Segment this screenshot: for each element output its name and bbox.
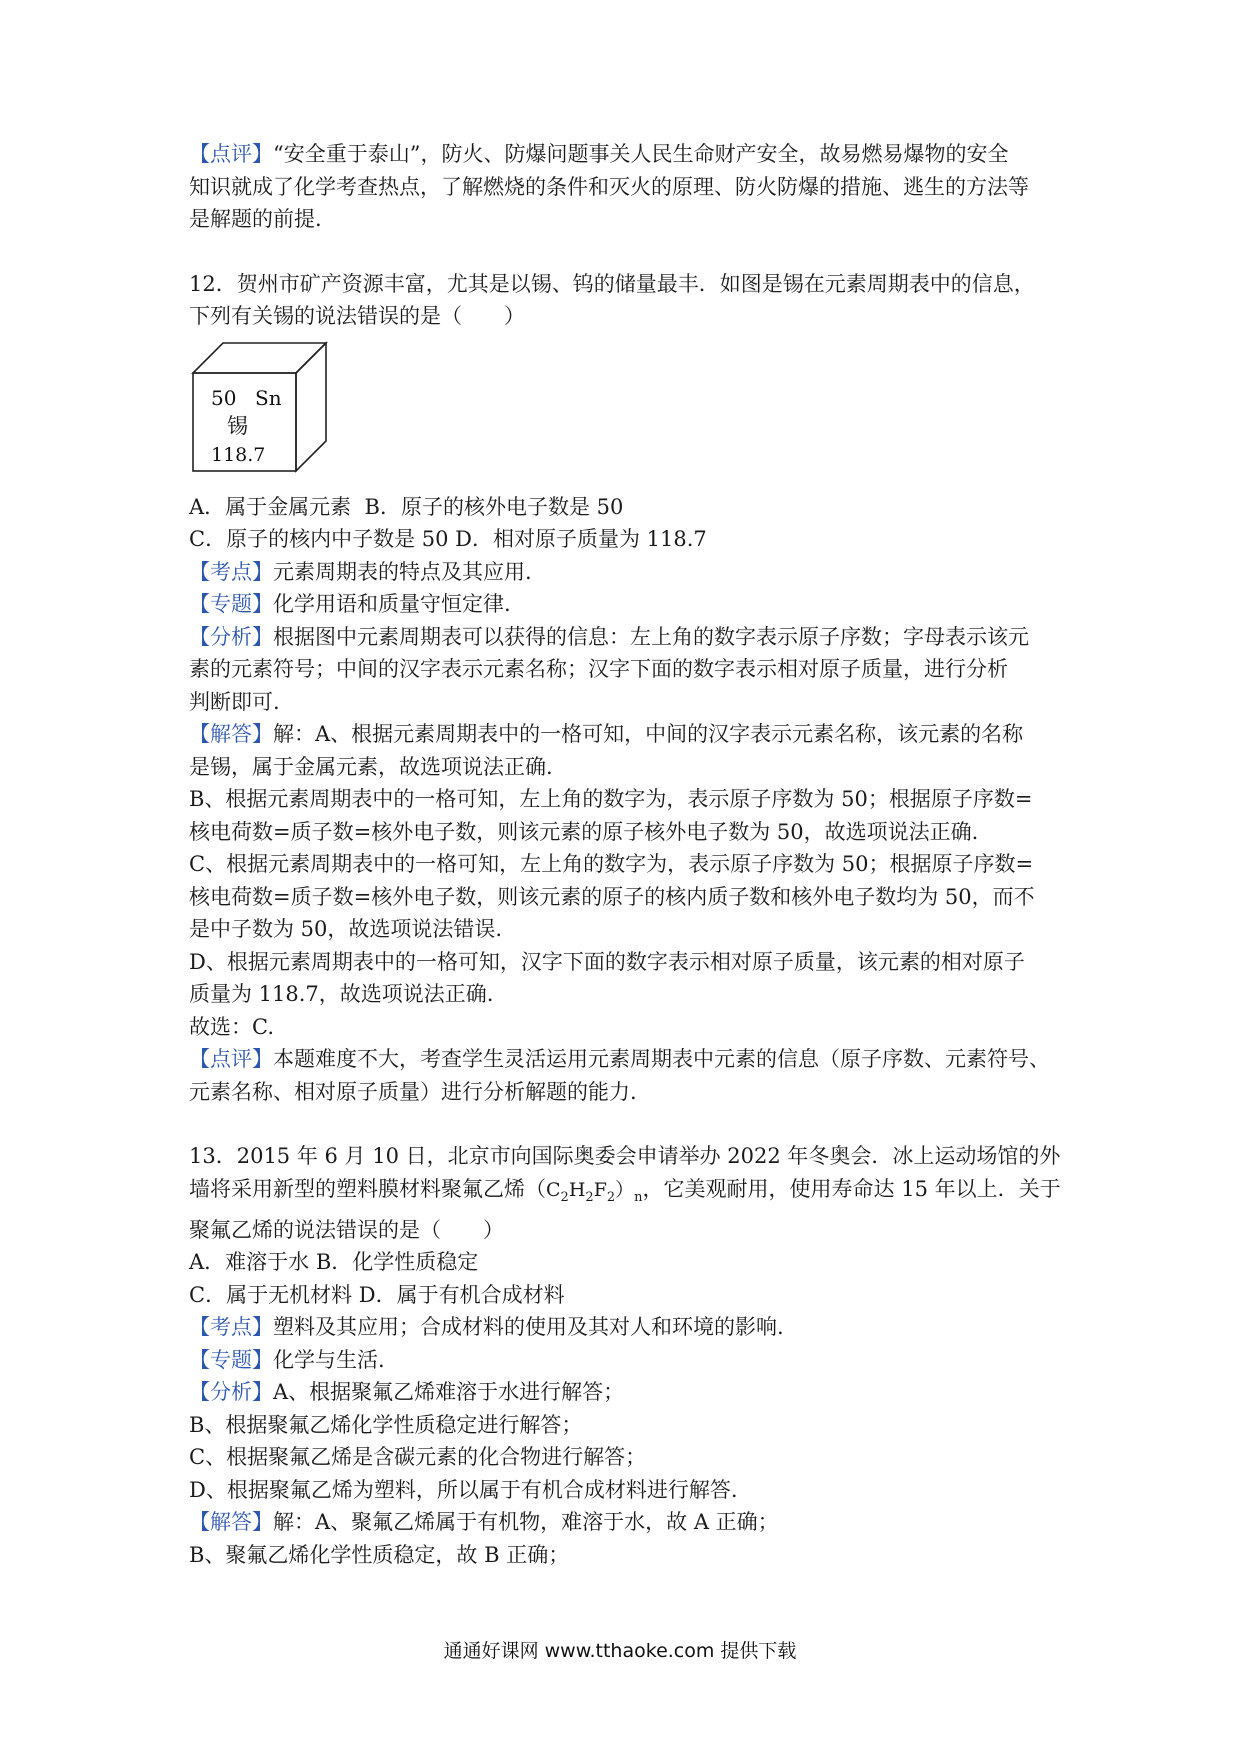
- q13-jieda-line-1: 【解答】解：A、聚氟乙烯属于有机物，难溶于水，故 A 正确；: [189, 1510, 779, 1535]
- q13-zhuanti: 【专题】化学与生活.: [189, 1347, 385, 1372]
- q12-options-line-1: A．属于金属元素 B．原子的核外电子数是 50: [189, 494, 624, 519]
- jieda-tag: 【解答】: [189, 1510, 273, 1535]
- q13-stem-line-2: 墙将采用新型的塑料膜材料聚氟乙烯$(C_2H_2F_2)_n$，它美观耐用，使用寿命达 15 年以上．关于: [189, 1176, 1061, 1205]
- q13-kaodian: 【考点】塑料及其应用；合成材料的使用及其对人和环境的影响.: [189, 1315, 784, 1340]
- q12-jieda-line-7: 是中子数为 50，故选项说法错误.: [189, 917, 503, 941]
- q12-stem-line-2: 下列有关锡的说法错误的是（ ）: [189, 304, 525, 328]
- document-body: [189, 138, 1069, 1571]
- q12-jieda-line-4: 核电荷数=质子数=核外电子数，则该元素的原子核外电子数为 50，故选项说法正确.: [189, 819, 979, 844]
- element-name: 锡: [227, 413, 248, 438]
- pvf-formula: $C_2H_2F_2)_n$: [546, 1178, 643, 1205]
- q12-jieda-line-10: 故选：C.: [189, 1014, 274, 1039]
- atomic-number: 50: [211, 385, 237, 410]
- q12-dianping-line-1: 【点评】本题难度不大，考查学生灵活运用元素周期表中元素的信息（原子序数、元素符号、: [189, 1047, 1050, 1071]
- q11-review-line-3: 是解题的前提.: [189, 207, 322, 231]
- q12-jieda-line-5: C、根据元素周期表中的一格可知，左上角的数字为，表示原子序数为 50；根据原子序数=: [189, 852, 1034, 876]
- q12-jieda-line-1: 【解答】解：A、根据元素周期表中的一格可知，中间的汉字表示元素名称，该元素的名称: [189, 722, 1024, 746]
- q12-jieda-line-2: 是锡，属于金属元素，故选项说法正确.: [189, 754, 553, 779]
- q11-review-line-2: 知识就成了化学考查热点，了解燃烧的条件和灭火的原理、防火防爆的措施、逃生的方法等: [189, 174, 1029, 199]
- q11-review-line-1: 【点评】“安全重于泰山”，防火、防爆问题事关人民生命财产安全，故易燃易爆物的安全: [189, 142, 1009, 166]
- q13-jieda-line-2: B、聚氟乙烯化学性质稳定，故 B 正确；: [189, 1542, 570, 1567]
- kaodian-tag: 【考点】: [189, 1315, 273, 1340]
- tin-element-cell: [191, 341, 331, 481]
- zhuanti-tag: 【专题】: [189, 592, 273, 616]
- page-footer: 通通好课网 www.tthaoke.com 提供下载: [443, 1640, 797, 1662]
- zhuanti-tag: 【专题】: [189, 1347, 273, 1372]
- q13-fenxi-line-1: 【分析】A、根据聚氟乙烯难溶于水进行解答；: [189, 1380, 625, 1405]
- q12-fenxi-line-1: 【分析】根据图中元素周期表可以获得的信息：左上角的数字表示原子序数；字母表示该元: [189, 624, 1029, 649]
- fenxi-tag: 【分析】: [189, 624, 273, 649]
- review-tag: 【点评】: [189, 142, 273, 166]
- q12-jieda-line-9: 质量为 118.7，故选项说法正确.: [189, 982, 494, 1006]
- q12-kaodian: 【考点】元素周期表的特点及其应用.: [189, 559, 532, 584]
- q13-fenxi-line-2: B、根据聚氟乙烯化学性质稳定进行解答；: [189, 1412, 583, 1437]
- q12-jieda-line-6: 核电荷数=质子数=核外电子数，则该元素的原子的核内质子数和核外电子数均为 50，而不: [189, 884, 1035, 909]
- q12-stem-line-1: 12．贺州市矿产资源丰富，尤其是以锡、钨的储量最丰．如图是锡在元素周期表中的信息，: [189, 271, 1035, 296]
- q13-options-line-1: A．难溶于水 B．化学性质稳定: [189, 1250, 479, 1275]
- q13-stem-line-3: 聚氟乙烯的说法错误的是（ ）: [189, 1217, 504, 1242]
- element-symbol: Sn: [255, 385, 282, 410]
- q13-options-line-2: C．属于无机材料 D．属于有机合成材料: [189, 1282, 565, 1307]
- q12-dianping-line-2: 元素名称、相对原子质量）进行分析解题的能力.: [189, 1079, 637, 1104]
- q12-jieda-line-3: B、根据元素周期表中的一格可知，左上角的数字为，表示原子序数为 50；根据原子序数=: [189, 787, 1033, 811]
- dianping-tag: 【点评】: [189, 1047, 273, 1071]
- fenxi-tag: 【分析】: [189, 1380, 273, 1405]
- q12-fenxi-line-2: 素的元素符号；中间的汉字表示元素名称；汉字下面的数字表示相对原子质量，进行分析: [189, 657, 1008, 681]
- q13-fenxi-line-4: D、根据聚氟乙烯为塑料，所以属于有机合成材料进行解答.: [189, 1477, 738, 1502]
- q12-options-line-2: C．原子的核内中子数是 50 D．相对原子质量为 118.7: [189, 527, 707, 551]
- atomic-mass: 118.7: [211, 443, 266, 466]
- jieda-tag: 【解答】: [189, 722, 273, 746]
- q12-zhuanti: 【专题】化学用语和质量守恒定律.: [189, 592, 511, 616]
- q12-fenxi-line-3: 判断即可.: [189, 689, 280, 714]
- kaodian-tag: 【考点】: [189, 559, 273, 584]
- q13-fenxi-line-3: C、根据聚氟乙烯是含碳元素的化合物进行解答；: [189, 1445, 647, 1470]
- q12-jieda-line-8: D、根据元素周期表中的一格可知，汉字下面的数字表示相对原子质量，该元素的相对原子: [189, 949, 1025, 974]
- q13-stem-line-1: 13．2015 年 6 月 10 日，北京市向国际奥委会申请举办 2022 年冬奥会．冰上运动场馆的外: [189, 1144, 1061, 1168]
